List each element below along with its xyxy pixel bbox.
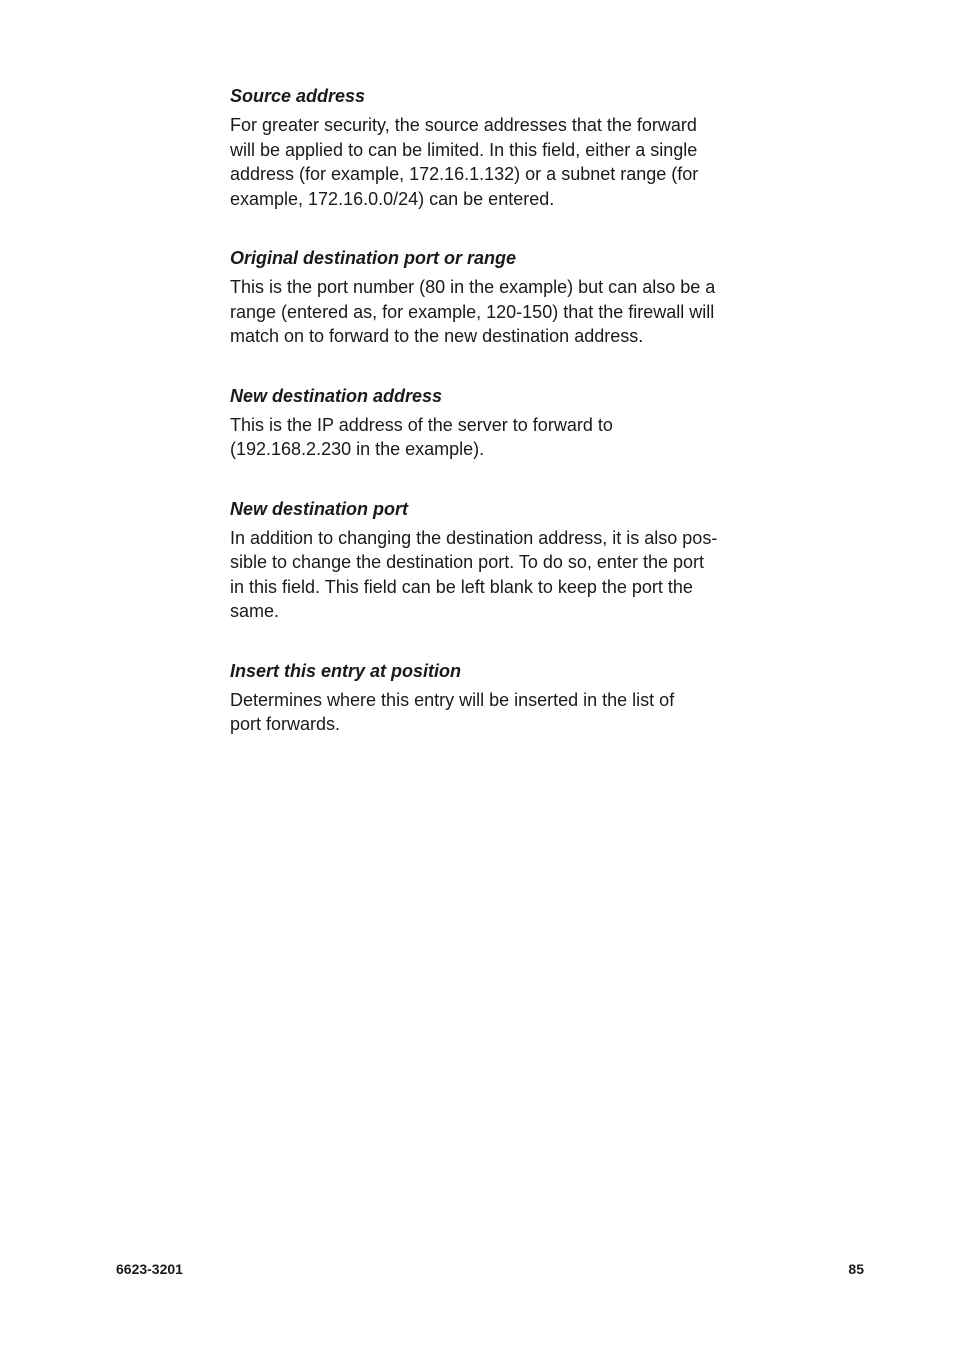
paragraph-line: in this field. This field can be left blank to keep the port the [230,576,693,597]
section-source-address [230,84,760,211]
section-heading: New destination port [230,498,409,519]
section-heading: Insert this entry at position [230,660,462,681]
paragraph-line: This is the IP address of the server to forward to [230,414,613,435]
section-heading: Original destination port or range [230,248,517,268]
paragraph-line: sible to change the destination port. To do so, enter the port [230,552,704,572]
section-heading: Source address [230,86,366,106]
paragraph-line: Determines where this entry will be inserted in the list of [230,689,675,710]
section-paragraph [230,688,760,737]
section-paragraph [230,526,760,624]
paragraph-line: will be applied to can be limited. In this field, either a single [230,139,698,160]
section-heading: New destination address [230,385,443,406]
footer-doc-number: 6623-3201 [116,1261,183,1277]
paragraph-line: In addition to changing the destination address, it is also pos- [230,527,718,548]
paragraph-line: This is the port number (80 in the example) but can also be a [230,277,716,297]
paragraph-line: match on to forward to the new destination address. [230,326,644,346]
paragraph-line: (192.168.2.230 in the example). [230,439,485,459]
paragraph-line: For greater security, the source addresses that the forward [230,115,697,135]
document-body [230,84,760,772]
section-paragraph [230,113,760,211]
paragraph-line: port forwards. [230,714,341,734]
section-insert-position [230,659,760,737]
section-original-destination-port [230,246,760,349]
section-new-destination-port [230,497,760,624]
section-new-destination-address [230,384,760,462]
paragraph-line: example, 172.16.0.0/24) can be entered. [230,188,555,209]
paragraph-line: range (entered as, for example, 120-150) that the firewall will [230,301,715,322]
section-paragraph [230,275,760,349]
footer-page-number: 85 [848,1261,864,1277]
section-paragraph [230,413,760,462]
paragraph-line: same. [230,601,280,621]
paragraph-line: address (for example, 172.16.1.132) or a subnet range (for [230,164,699,184]
